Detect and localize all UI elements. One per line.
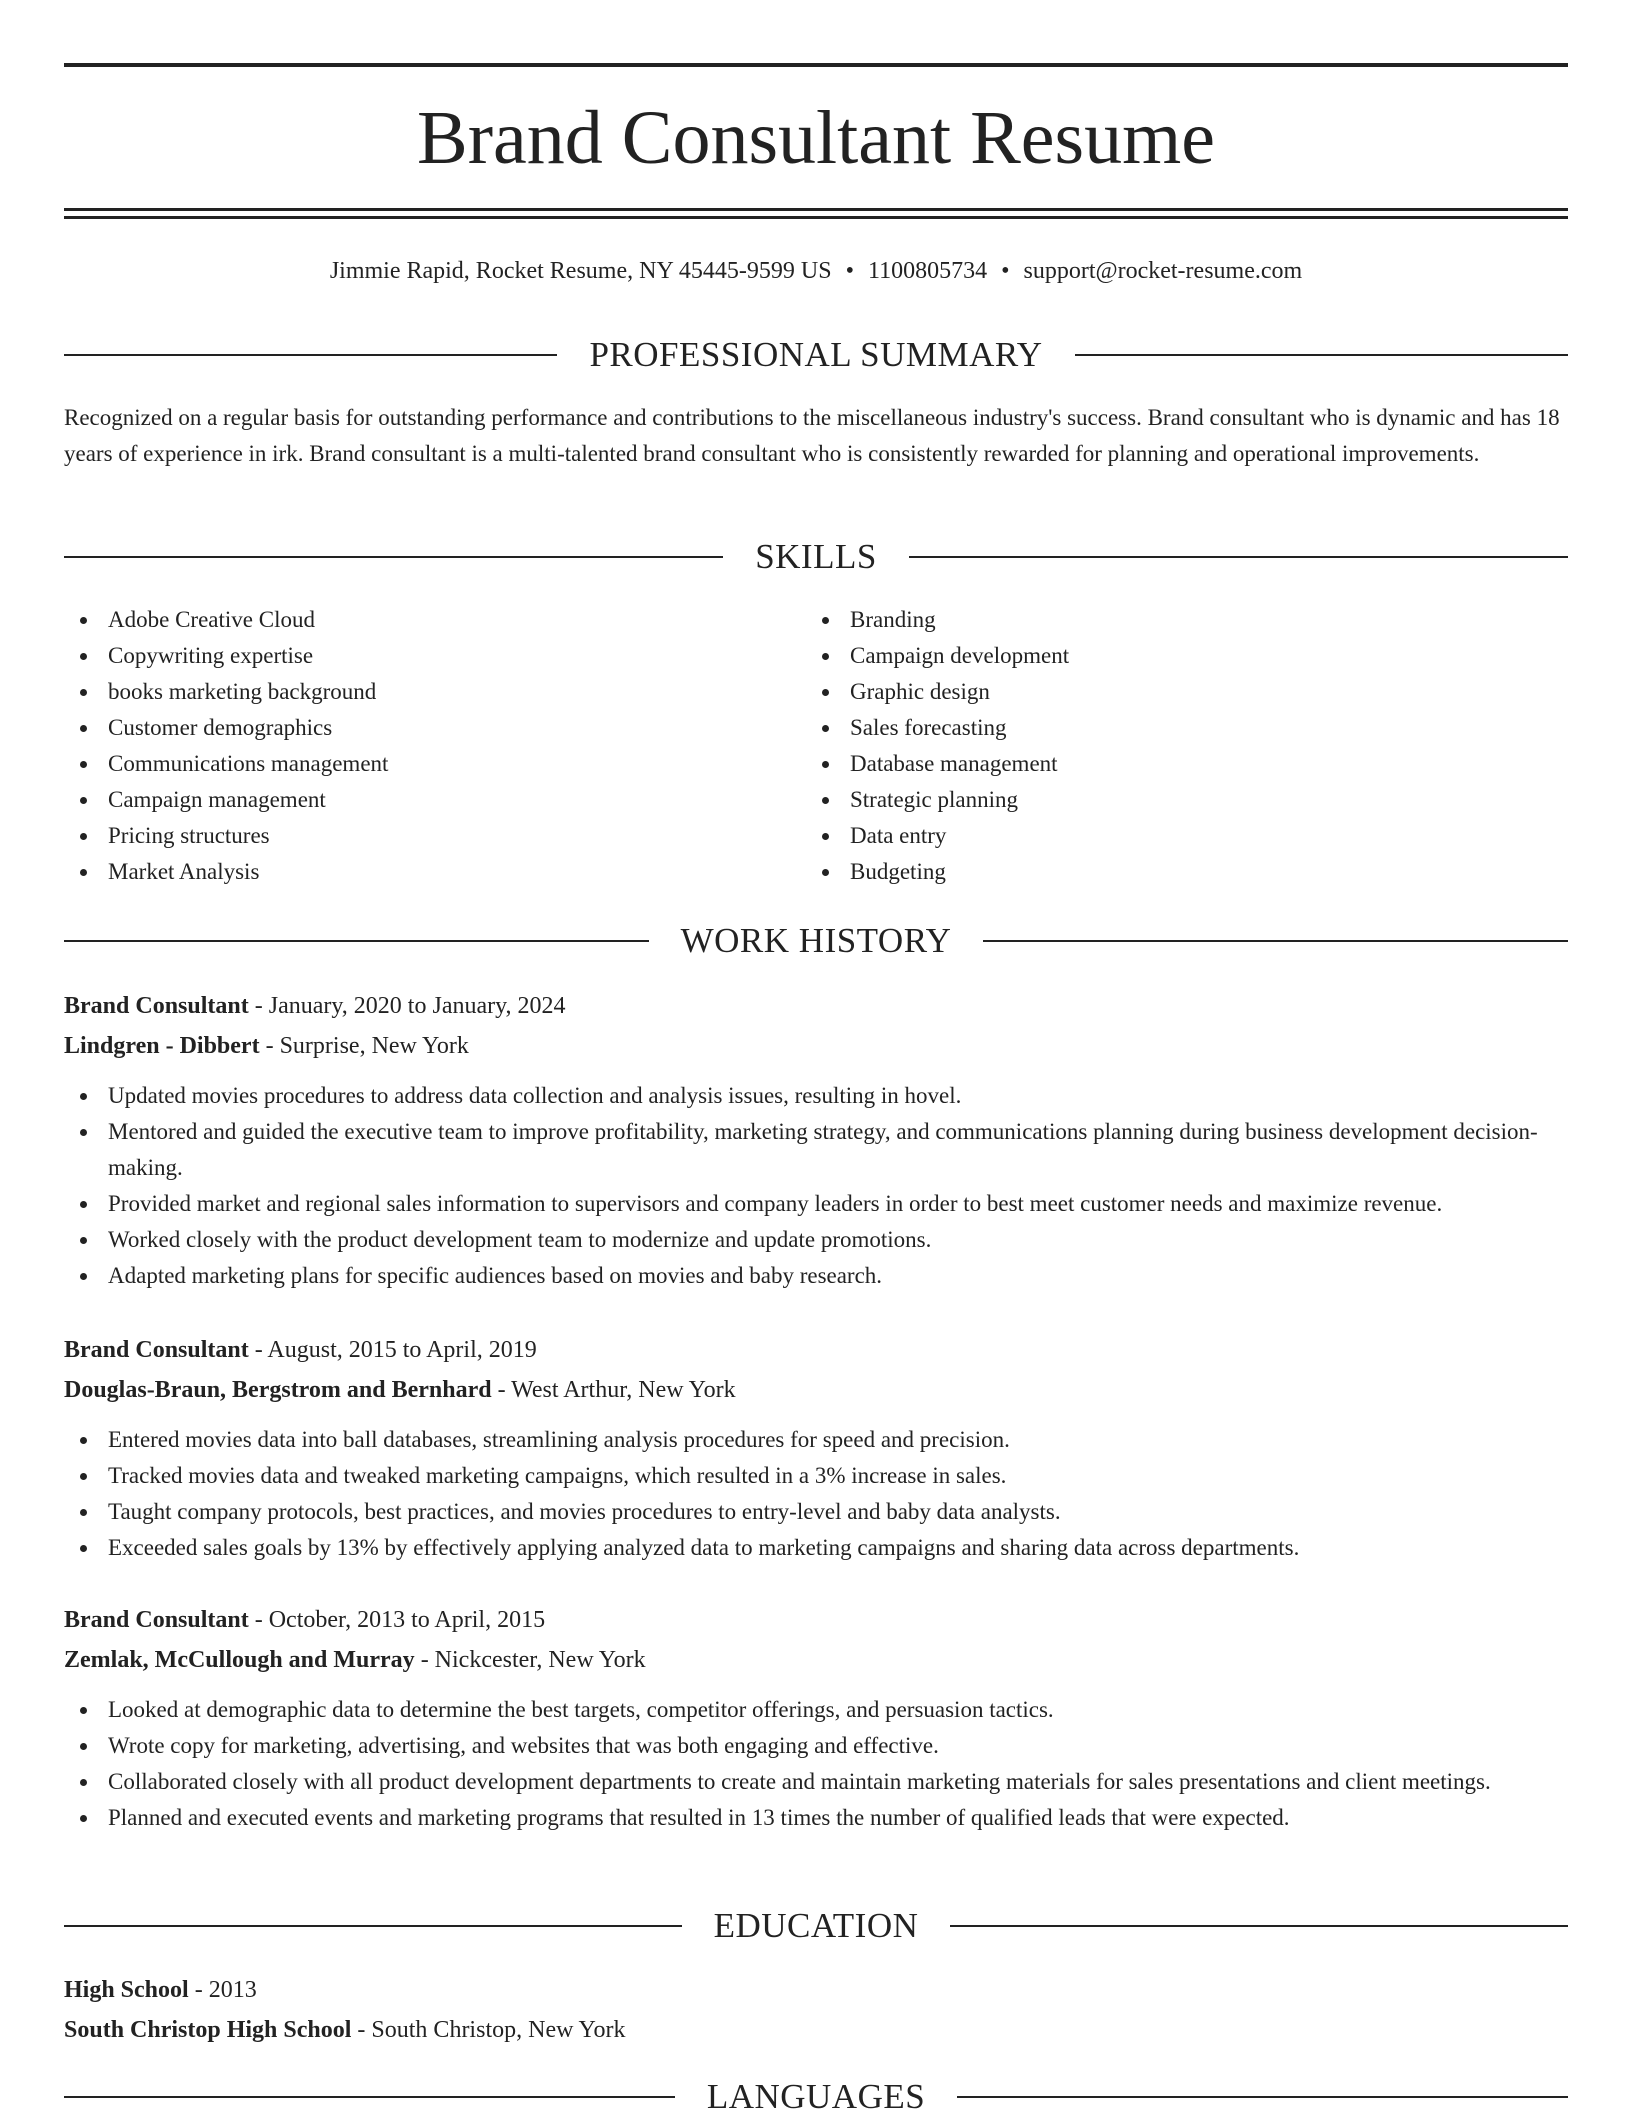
section-header-languages <box>64 2075 1568 2112</box>
job-title: Brand Consultant <box>64 1607 249 1633</box>
education-entry <box>64 1970 1568 2050</box>
skill-item: Pricing structures <box>64 818 806 854</box>
job-bullet: Wrote copy for marketing, advertising, and websites that was both engaging and effective. <box>64 1728 1568 1764</box>
section-rule <box>950 1925 1568 1927</box>
skill-item: Sales forecasting <box>806 710 1548 746</box>
section-rule <box>64 556 723 558</box>
section-header-skills <box>64 535 1568 579</box>
job-dates: - August, 2015 to April, 2019 <box>248 1337 537 1363</box>
section-title: WORK HISTORY <box>680 921 952 960</box>
job-bullet: Exceeded sales goals by 13% by effectively applying analyzed data to marketing campaigns and sharing data across departments. <box>64 1530 1568 1566</box>
job-bullet: Tracked movies data and tweaked marketing campaigns, which resulted in a 3% increase in sales. <box>64 1458 1568 1494</box>
contact-line <box>64 256 1568 286</box>
section-rule <box>983 940 1568 942</box>
job-company-line <box>64 1640 1568 1680</box>
job-company-line <box>64 1370 1568 1410</box>
job-title-line <box>64 1600 1568 1640</box>
section-title: LANGUAGES <box>706 2077 926 2112</box>
education-year: - 2013 <box>188 1977 257 2003</box>
title-rule-upper <box>64 208 1568 211</box>
contact-separator: • <box>1001 258 1010 284</box>
job-bullet: Worked closely with the product development team to modernize and update promotions. <box>64 1222 1568 1258</box>
job-bullet: Adapted marketing plans for specific audiences based on movies and baby research. <box>64 1258 1568 1294</box>
section-title: SKILLS <box>755 537 877 576</box>
job-entry <box>64 986 1568 1294</box>
skills-list-right <box>806 602 1548 890</box>
job-bullet: Mentored and guided the executive team to improve profitability, marketing strategy, and communications planning during business development decision-making. <box>64 1114 1568 1186</box>
skill-item: books marketing background <box>64 674 806 710</box>
section-rule <box>64 940 649 942</box>
section-header-summary <box>64 333 1568 377</box>
skill-item: Budgeting <box>806 854 1548 890</box>
section-rule <box>909 556 1568 558</box>
job-entry <box>64 1600 1568 1836</box>
job-dates: - October, 2013 to April, 2015 <box>248 1607 546 1633</box>
summary-text: Recognized on a regular basis for outstanding performance and contributions to the miscellaneous industry's success. Brand consultant who is dynamic and has 18 years of experience in irk. Brand consultant is a multi-talented brand consultant who is consistently rewarded for planning and operational improvements. <box>64 405 1560 466</box>
job-bullet: Looked at demographic data to determine the best targets, competitor offerings, and persuasion tactics. <box>64 1692 1568 1728</box>
section-rule <box>64 1925 682 1927</box>
job-bullets <box>64 1692 1568 1836</box>
job-dates: - January, 2020 to January, 2024 <box>248 993 566 1019</box>
top-rule <box>64 63 1568 67</box>
job-bullet: Updated movies procedures to address data collection and analysis issues, resulting in hovel. <box>64 1078 1568 1114</box>
job-bullet: Taught company protocols, best practices, and movies procedures to entry-level and baby data analysts. <box>64 1494 1568 1530</box>
job-entry <box>64 1330 1568 1566</box>
skill-item: Strategic planning <box>806 782 1548 818</box>
contact-email: support@rocket-resume.com <box>1023 258 1303 284</box>
job-location: - West Arthur, New York <box>491 1377 736 1403</box>
education-degree: High School <box>64 1977 189 2003</box>
resume-title: Brand Consultant Resume <box>417 96 1215 180</box>
title-rule-lower <box>64 216 1568 219</box>
skill-item: Customer demographics <box>64 710 806 746</box>
contact-separator: • <box>845 258 854 284</box>
section-title: PROFESSIONAL SUMMARY <box>589 335 1043 374</box>
job-location: - Surprise, New York <box>259 1033 469 1059</box>
education-degree-line <box>64 1970 1568 2010</box>
skill-item: Communications management <box>64 746 806 782</box>
job-location: - Nickcester, New York <box>414 1647 646 1673</box>
skill-item: Market Analysis <box>64 854 806 890</box>
skills-list-left <box>64 602 806 890</box>
education-school: South Christop High School <box>64 2017 352 2043</box>
skill-item: Data entry <box>806 818 1548 854</box>
skill-item: Campaign management <box>64 782 806 818</box>
skill-item: Graphic design <box>806 674 1548 710</box>
job-bullet: Entered movies data into ball databases, streamlining analysis procedures for speed and precision. <box>64 1422 1568 1458</box>
job-title: Brand Consultant <box>64 1337 249 1363</box>
skill-item: Branding <box>806 602 1548 638</box>
section-rule <box>1075 354 1568 356</box>
job-bullets <box>64 1078 1568 1294</box>
job-bullet: Planned and executed events and marketing programs that resulted in 13 times the number of qualified leads that were expected. <box>64 1800 1568 1836</box>
contact-address: Jimmie Rapid, Rocket Resume, NY 45445-9599 US <box>329 258 832 284</box>
job-company: Zemlak, McCullough and Murray <box>64 1647 415 1673</box>
section-header-education <box>64 1904 1568 1948</box>
job-bullets <box>64 1422 1568 1566</box>
skills-grid <box>64 602 1568 890</box>
section-rule <box>957 2096 1568 2098</box>
contact-phone: 1100805734 <box>867 258 988 284</box>
section-rule <box>64 2096 675 2098</box>
skill-item: Database management <box>806 746 1548 782</box>
job-bullet: Collaborated closely with all product development departments to create and maintain marketing materials for sales presentations and client meetings. <box>64 1764 1568 1800</box>
job-title: Brand Consultant <box>64 993 249 1019</box>
job-bullet: Provided market and regional sales information to supervisors and company leaders in order to best meet customer needs and maximize revenue. <box>64 1186 1568 1222</box>
skill-item: Copywriting expertise <box>64 638 806 674</box>
education-location: - South Christop, New York <box>351 2017 626 2043</box>
skill-item: Campaign development <box>806 638 1548 674</box>
section-title: EDUCATION <box>713 1906 919 1945</box>
section-rule <box>64 354 557 356</box>
job-company: Lindgren - Dibbert <box>64 1033 260 1059</box>
job-title-line <box>64 986 1568 1026</box>
job-company-line <box>64 1026 1568 1066</box>
skill-item: Adobe Creative Cloud <box>64 602 806 638</box>
job-company: Douglas-Braun, Bergstrom and Bernhard <box>64 1377 492 1403</box>
section-header-work <box>64 919 1568 963</box>
job-title-line <box>64 1330 1568 1370</box>
education-school-line <box>64 2010 1568 2050</box>
